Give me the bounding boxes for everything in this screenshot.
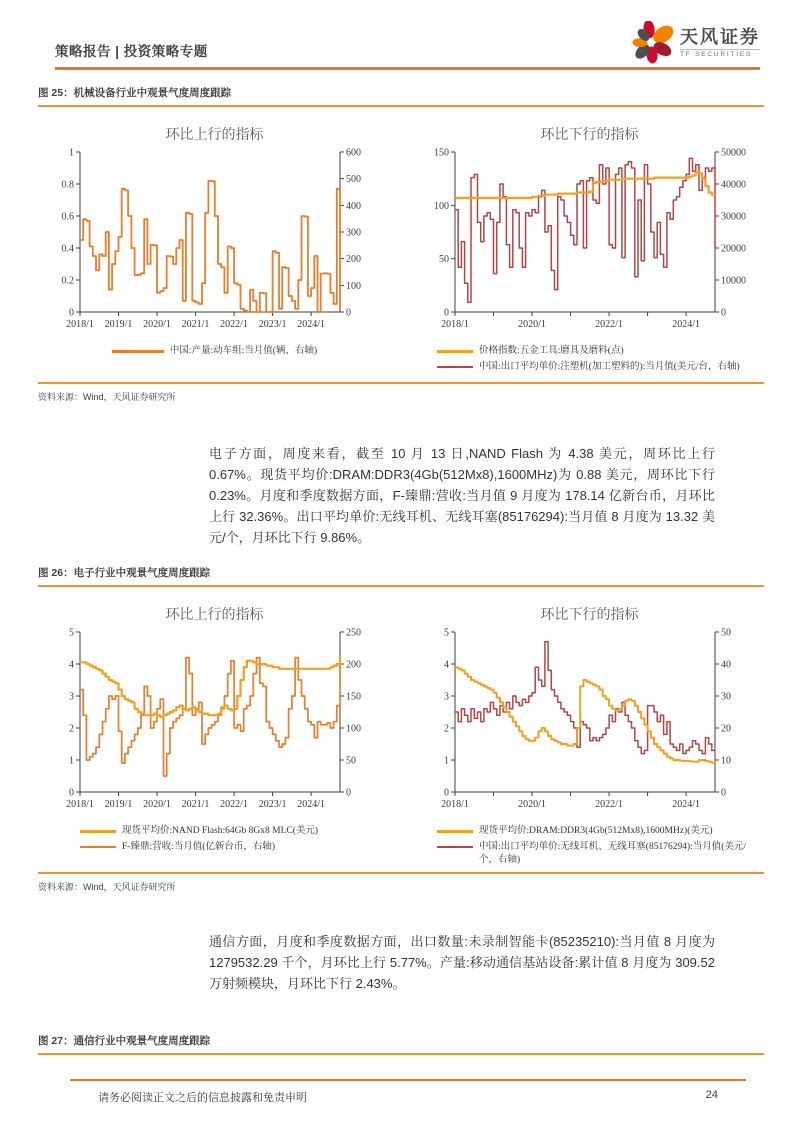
axis-tick-label: 2021/1	[181, 319, 210, 330]
axis-tick-label: 3	[444, 691, 449, 703]
axis-tick-label: 50000	[721, 147, 746, 159]
legend-item	[437, 825, 762, 838]
report-type-label: 策略报告 | 投资策略专题	[55, 44, 208, 59]
chart-title: 环比上行的指标	[165, 608, 264, 623]
chart-plot-area	[417, 622, 762, 823]
chart-canvas	[417, 622, 762, 818]
axis-tick-label: 2023/1	[258, 319, 287, 330]
axis-tick-label: 150	[434, 147, 449, 159]
axis-tick-label: 2022/1	[595, 799, 623, 810]
axis-tick-label: 4	[69, 659, 74, 671]
axis-tick-label: 2024/1	[297, 319, 326, 330]
axis-tick-label: 0	[346, 787, 351, 799]
axis-tick-label: 2024/1	[297, 799, 326, 810]
page-footer	[70, 1079, 746, 1105]
axis-tick-label: 0	[444, 787, 449, 799]
axis-tick-label: 200	[346, 254, 361, 266]
axis-tick-label: 1	[444, 755, 449, 767]
chart-legend	[42, 345, 387, 358]
axis-tick-label: 0.8	[61, 179, 74, 191]
axis-tick-label: 30	[721, 691, 731, 703]
page-header	[55, 24, 760, 70]
axis-tick-label: 2018/1	[441, 799, 469, 810]
chart-plot-area	[417, 142, 762, 343]
axis-tick-label: 3	[69, 691, 74, 703]
axis-tick-label: 1	[69, 755, 74, 767]
figure-25-source: 资料来源：Wind，天风证券研究所	[38, 382, 764, 403]
axis-tick-label: 100	[434, 200, 449, 212]
axis-tick-label: 20	[721, 723, 731, 735]
axis-tick-label: 2018/1	[66, 799, 94, 810]
chart-canvas	[42, 142, 387, 338]
chart-legend	[437, 825, 762, 866]
legend-item	[80, 841, 387, 854]
axis-tick-label: 150	[346, 691, 361, 703]
logo-company-name-en: TF SECURITIES	[680, 49, 760, 58]
legend-item	[437, 841, 762, 867]
legend-label: 中国:产量:动车组:当月值(辆，右轴)	[169, 346, 318, 356]
axis-tick-label: 10000	[721, 275, 746, 287]
axis-tick-label: 50	[439, 254, 449, 266]
axis-tick-label: 100	[346, 723, 361, 735]
axis-tick-label: 2020/1	[518, 319, 546, 330]
legend-swatch-line	[437, 366, 473, 369]
axis-tick-label: 0	[69, 787, 74, 799]
axis-tick-label: 30000	[721, 211, 746, 223]
axis-tick-label: 0.6	[61, 211, 74, 223]
axis-tick-label: 2	[69, 723, 74, 735]
legend-item	[437, 345, 762, 358]
axis-tick-label: 2020/1	[143, 319, 171, 330]
chart-title: 环比下行的指标	[540, 608, 639, 623]
legend-swatch-line	[437, 350, 473, 353]
axis-tick-label: 2024/1	[672, 319, 701, 330]
legend-label: 中国:出口平均单价:注塑机(加工塑料的):当月值(美元/台，右轴)	[479, 361, 740, 372]
axis-tick-label: 40000	[721, 179, 746, 191]
chart-canvas	[417, 142, 762, 338]
axis-tick-label: 0	[346, 307, 351, 319]
axis-tick-label: 0.4	[61, 243, 74, 255]
axis-tick-label: 2021/1	[181, 799, 210, 810]
chart-canvas	[42, 622, 387, 818]
axis-tick-label: 5	[444, 627, 449, 639]
axis-tick-label: 2019/1	[104, 799, 133, 810]
legend-item	[80, 825, 387, 838]
logo-company-name-cn: 天风证券	[680, 27, 760, 48]
logo-flower-icon	[628, 21, 674, 65]
axis-tick-label: 2022/1	[595, 319, 623, 330]
tf-securities-logo	[628, 21, 760, 65]
axis-tick-label: 50	[346, 755, 356, 767]
legend-swatch-line	[112, 350, 164, 353]
axis-tick-label: 400	[346, 200, 361, 212]
legend-label: 现货平均价:NAND Flash:64Gb 8Gx8 MLC(美元)	[122, 826, 319, 836]
axis-tick-label: 2	[444, 723, 449, 735]
axis-tick-label: 2018/1	[441, 319, 469, 330]
chart-legend	[437, 345, 762, 374]
axis-tick-label: 2024/1	[672, 799, 701, 810]
axis-tick-label: 2020/1	[518, 799, 546, 810]
figure-25-caption: 图 25：机械设备行业中观景气度周度跟踪	[38, 85, 764, 107]
axis-tick-label: 2022/1	[220, 799, 248, 810]
chart-machinery-down	[417, 124, 762, 377]
figure-25-charts	[42, 124, 762, 377]
axis-tick-label: 0	[721, 787, 726, 799]
axis-tick-label: 4	[444, 659, 449, 671]
figure-26-caption: 图 26：电子行业中观景气度周度跟踪	[38, 565, 764, 587]
figure-26-source: 资料来源：Wind，天风证券研究所	[38, 872, 764, 893]
axis-tick-label: 300	[346, 227, 361, 239]
axis-tick-label: 40	[721, 659, 731, 671]
legend-item	[437, 361, 762, 374]
axis-tick-label: 50	[721, 627, 731, 639]
legend-swatch-line	[437, 846, 473, 849]
chart-title: 环比下行的指标	[540, 128, 639, 143]
legend-swatch-line	[80, 830, 116, 833]
figure-26-charts	[42, 604, 762, 869]
axis-tick-label: 0.2	[61, 275, 74, 287]
chart-plot-area	[42, 622, 387, 823]
axis-tick-label: 2022/1	[220, 319, 248, 330]
axis-tick-label: 100	[346, 280, 361, 292]
axis-tick-label: 2020/1	[143, 799, 171, 810]
axis-tick-label: 2019/1	[104, 319, 133, 330]
disclaimer-text: 请务必阅读正文之后的信息披露和免责申明	[98, 1092, 307, 1104]
axis-tick-label: 0	[69, 307, 74, 319]
axis-tick-label: 10	[721, 755, 731, 767]
legend-label: F-臻鼎:营收:当月值(亿新台币，右轴)	[122, 841, 276, 852]
legend-label: 现货平均价:DRAM:DDR3(4Gb(512Mx8),1600MHz)(美元)	[479, 826, 713, 836]
legend-label: 中国:出口平均单价:无线耳机、无线耳塞(85176294):当月值(美元/个，右轴)	[479, 841, 747, 865]
axis-tick-label: 600	[346, 147, 361, 159]
legend-item	[42, 345, 387, 358]
legend-swatch-line	[80, 846, 116, 849]
axis-tick-label: 20000	[721, 243, 746, 255]
axis-tick-label: 0	[444, 307, 449, 319]
chart-machinery-up	[42, 124, 387, 377]
chart-electronics-down	[417, 604, 762, 869]
chart-title: 环比上行的指标	[165, 128, 264, 143]
axis-tick-label: 250	[346, 627, 361, 639]
axis-tick-label: 0	[721, 307, 726, 319]
paragraph-telecom: 通信方面，月度和季度数据方面，出口数量:未录制智能卡(85235210):当月值 8 月度为 1279532.29 千个，月环比上行 5.77%。产量:移动通信基站设备:累计值 8 月度为 309.52 万射频模块，月环比下行 2.43%。	[209, 934, 715, 991]
axis-tick-label: 500	[346, 174, 361, 186]
logo-text	[680, 28, 760, 58]
figure-27-caption: 图 27：通信行业中观景气度周度跟踪	[38, 1033, 764, 1055]
legend-label: 价格指数:五金工具:磨具及磨料(点)	[479, 346, 624, 356]
axis-tick-label: 5	[69, 627, 74, 639]
axis-tick-label: 1	[69, 147, 74, 159]
axis-tick-label: 200	[346, 659, 361, 671]
chart-legend	[80, 825, 387, 854]
paragraph-electronics: 电子方面，周度来看，截至 10 月 13 日,NAND Flash 为 4.38 美元，周环比上行 0.67%。现货平均价:DRAM:DDR3(4Gb(512Mx8),1600MHz)为 0.88 美元，周环比下行 0.23%。月度和季度数据方面，F-臻鼎:营收:当月值 9 月度为 178.14 亿新台币，月环比上行 32.36%。出口平均单价:无线耳机、无线耳塞(85176294):当月值 8 月度为 13.32 美元/个，月环比下行 9.86%。	[209, 446, 715, 545]
axis-tick-label: 2018/1	[66, 319, 94, 330]
chart-electronics-up	[42, 604, 387, 869]
legend-swatch-line	[437, 830, 473, 833]
chart-plot-area	[42, 142, 387, 343]
axis-tick-label: 2023/1	[258, 799, 287, 810]
page-number: 24	[705, 1089, 718, 1101]
